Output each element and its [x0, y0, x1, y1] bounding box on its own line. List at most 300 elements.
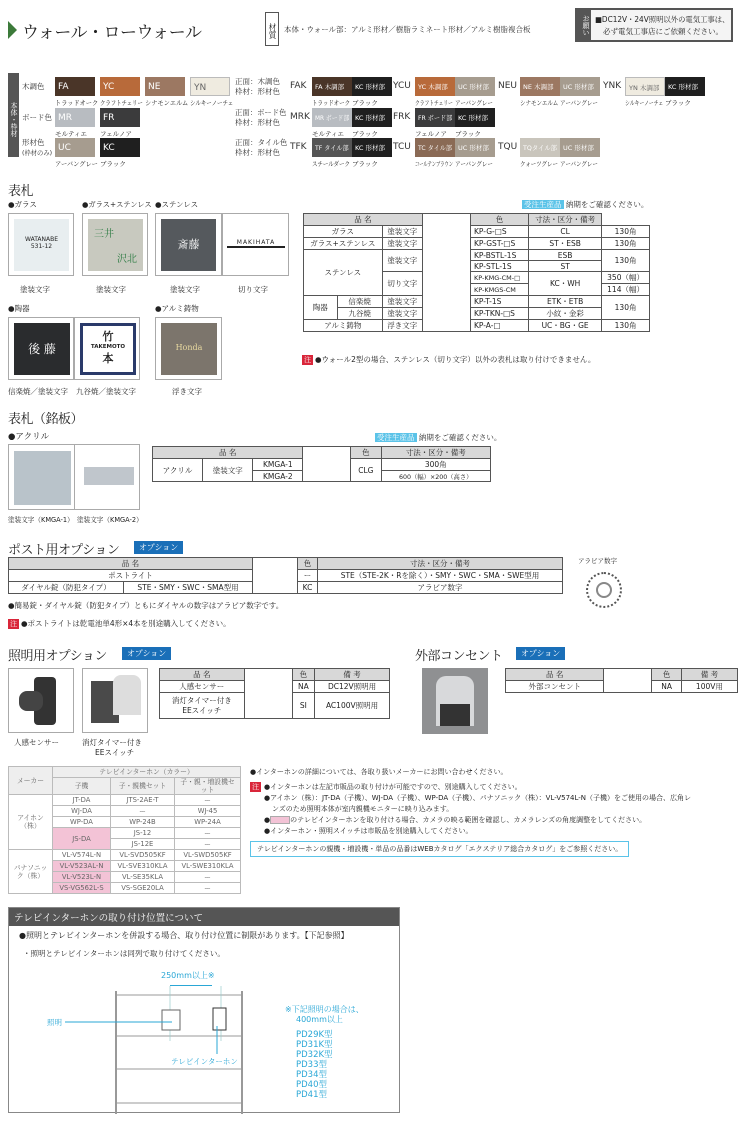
td: 陶器	[304, 296, 338, 320]
table-cell-text: VL-V523L-N	[61, 873, 102, 881]
combo-swatch-a	[520, 138, 560, 157]
th: 品 名	[304, 214, 423, 226]
th: 品 名	[160, 669, 245, 681]
td: ー	[297, 570, 317, 582]
notice-line-2: 必ず電気工事店にご依頼ください。	[603, 27, 723, 36]
td: ステンレス	[304, 250, 383, 296]
row-label-board: ボード色	[22, 113, 52, 122]
intercom-label: テレビインターホン	[171, 1057, 238, 1066]
combo-name-a: コールテンブラウン	[415, 160, 454, 168]
intercom-table	[8, 766, 241, 894]
plate-text: 斎藤	[161, 219, 216, 271]
material-label: 材質	[265, 12, 279, 46]
caption: 塗装文字（KMGA-1）	[8, 516, 74, 524]
combo-name-a: シナモンエルム	[520, 99, 559, 107]
order-tag: 受注生産品	[524, 200, 562, 209]
dial-icon	[586, 572, 622, 608]
combo-swatch-b	[352, 108, 392, 127]
th: 寸法・区分・備考	[381, 447, 490, 459]
table-cell	[175, 817, 241, 828]
maker-cell: アイホン（株）	[9, 795, 53, 850]
swatch-text: KC 形材部	[668, 83, 699, 91]
td: KC・WH	[529, 272, 602, 296]
color-swatch-fa	[55, 77, 95, 96]
catalog-note: テレビインターホンの親機・増設機・単品の品番はWEBカタログ「エクステリア総合カタログ」をご参照ください。	[250, 841, 629, 857]
cat-stainless: ●ステンレス	[155, 200, 199, 209]
combo-code: FRK	[393, 112, 411, 122]
swatch-text: FA 木調部	[315, 83, 345, 91]
th: 子・親機セット	[111, 778, 175, 795]
swatch-code: FR	[103, 113, 115, 123]
combo-name-b: アーバングレー	[560, 160, 598, 168]
combo-swatch-b	[352, 138, 392, 157]
th: 備 考	[681, 669, 737, 681]
row-label-wood: 木調色	[22, 82, 45, 91]
model-name: PD33型	[296, 1060, 327, 1070]
caption: 人感センサー	[14, 738, 59, 747]
position-line-2: ・照明とテレビインターホンは同列で取り付けてください。	[23, 949, 225, 958]
maker-cell: パナソニック（株）	[9, 850, 53, 894]
td: AC100V照明用	[315, 693, 390, 719]
swatch-text: UC 形材部	[458, 144, 489, 152]
outlet-image	[422, 668, 488, 734]
table-cell-text: JT-DA	[72, 796, 91, 804]
plate-text: TAKEMOTO	[90, 344, 126, 350]
combo-name-b: ブラック	[352, 160, 378, 168]
caption: 浮き文字	[172, 387, 202, 396]
table-cell-text: WP-24B	[129, 818, 156, 826]
combo-name-b: ブラック	[455, 130, 481, 138]
swatch-text: KC 形材部	[458, 114, 489, 122]
row-label-profile: 形材色	[22, 138, 45, 147]
td: KP-A-□	[470, 320, 528, 332]
combo-name-a: シルキーノーチェ	[625, 99, 664, 107]
table-cell-text: VL-SWE310KLA	[181, 862, 234, 870]
combo-swatch-a	[312, 77, 352, 96]
color-swatch-uc	[55, 138, 95, 157]
th: 寸法・区分・備考	[529, 214, 602, 226]
table-cell-text: VS-SGE20LA	[121, 884, 164, 892]
color-name: モルティエ	[55, 130, 87, 138]
color-swatch-ne	[145, 77, 185, 96]
table-cell	[111, 817, 175, 828]
combo-name-b: ブラック	[352, 130, 378, 138]
td: 塗装文字	[382, 250, 422, 272]
combo-swatch-b	[560, 138, 600, 157]
caption: EEスイッチ	[95, 748, 135, 757]
table-cell-text: JS-12E	[131, 840, 154, 848]
light-label: 照明	[47, 1018, 62, 1027]
lighting-title: 照明用オプション	[8, 649, 107, 664]
combo-row-label: 正面：木調色	[235, 77, 280, 86]
table-cell-text: VL-SVE310KLA	[117, 862, 168, 870]
caption: 切り文字	[238, 285, 268, 294]
table-row	[9, 850, 241, 861]
td: KP-KMG-CM-□	[470, 272, 528, 284]
swatch-text: KC 形材部	[355, 114, 386, 122]
cat-ceramic: ●陶器	[8, 304, 30, 313]
table-cell-text: WJ-DA	[71, 807, 92, 815]
td: 130角	[602, 250, 650, 272]
table-cell	[53, 861, 111, 872]
model-name: PD31K型	[296, 1040, 333, 1050]
swatch-code: KC	[103, 143, 115, 153]
td: KP-KMGS-CM	[470, 284, 528, 296]
option-badge: オプション	[122, 647, 171, 660]
td: 600（幅）×200（高さ）	[381, 471, 490, 482]
model-name: PD32K型	[296, 1050, 333, 1060]
td: KP-T-1S	[470, 296, 528, 308]
table-cell	[53, 817, 111, 828]
table-cell-text: JS-DA	[72, 834, 91, 843]
table-cell	[175, 839, 241, 850]
cat-glass: ●ガラス	[8, 200, 37, 209]
td: 130角	[602, 226, 650, 238]
table-cell-text: VL-SWD505KF	[183, 851, 232, 859]
combo-code: TCU	[393, 142, 411, 152]
section-arrow-icon	[8, 21, 17, 39]
td: STE・SMY・SWC・SMA型用	[124, 582, 253, 594]
combo-name-a: トラッドオーク	[312, 99, 351, 107]
swatch-code: UC	[58, 143, 71, 153]
table-cell	[175, 872, 241, 883]
table-cell	[111, 872, 175, 883]
combo-swatch-a	[625, 77, 665, 96]
swatch-text: MR ボード部	[315, 114, 350, 122]
dimension-label: 250mm以上※	[161, 971, 215, 980]
caption: 塗装文字（KMGA-2）	[77, 516, 143, 524]
intercom-icon	[213, 1008, 226, 1030]
combo-swatch-a	[415, 77, 455, 96]
combo-code: TQU	[498, 142, 518, 152]
model-name: PD29K型	[296, 1030, 333, 1040]
table-cell	[53, 795, 111, 806]
combo-swatch-a	[415, 108, 455, 127]
th: 色	[292, 669, 314, 681]
td: 350（幅）	[602, 272, 650, 284]
option-badge: オプション	[516, 647, 565, 660]
note-text: ●ウォール2型の場合、ステンレス（切り文字）以外の表札は取り付けできません。	[315, 355, 596, 364]
th: 子機	[53, 778, 111, 795]
table-cell	[111, 806, 175, 817]
plate-text: 後 藤	[14, 323, 70, 375]
table-cell	[111, 850, 175, 861]
combo-swatch-b	[665, 77, 705, 96]
aluminum-plate-image	[155, 317, 222, 380]
page-title: ウォール・ローウォール	[22, 23, 202, 43]
color-name: フェルノア	[100, 130, 132, 138]
wall-diagram	[109, 986, 249, 1114]
td: 九谷焼	[337, 308, 382, 320]
combo-name-b: ブラック	[352, 99, 378, 107]
combo-name-a: フェルノア	[415, 130, 447, 138]
combo-code: MRK	[290, 112, 310, 122]
intercom-note-1: ●インターホンは左記市販品の取り付けが可能ですので、別途購入してください。	[264, 783, 522, 791]
th: 品 名	[9, 558, 253, 570]
table-cell-text: JS-12	[133, 829, 152, 837]
th: 色	[470, 214, 528, 226]
th: 色	[297, 558, 317, 570]
table-cell	[175, 828, 241, 839]
td: KMGA-2	[253, 471, 303, 482]
table-cell	[53, 806, 111, 817]
plate-text: 三井	[94, 229, 114, 240]
td: ガラス+ステンレス	[304, 238, 383, 250]
combo-swatch-b	[352, 77, 392, 96]
swatch-code: YC	[103, 82, 115, 92]
combo-swatch-a	[415, 138, 455, 157]
td: NA	[652, 681, 681, 693]
pink-swatch	[270, 816, 290, 824]
combo-name-b: ブラック	[665, 99, 691, 107]
note-label: 注	[304, 356, 311, 364]
th: 品 名	[506, 669, 604, 681]
td: KP-BSTL-1S	[470, 250, 528, 261]
intercom-note-3: ンズのため照明本体が室内親機モニターに映り込みます。	[272, 805, 454, 813]
table-cell-text: ー	[204, 797, 211, 805]
combo-name-a: スチールダーク	[312, 160, 350, 168]
color-name: シナモンエルム	[145, 99, 189, 107]
caption: 消灯タイマー付き	[82, 738, 142, 747]
hyousatsu-title: 表札	[8, 184, 34, 199]
table-cell	[175, 850, 241, 861]
swatch-text: FR ボード部	[418, 114, 453, 122]
td: アラビア数字	[317, 582, 562, 594]
position-title: テレビインターホンの取り付け位置について	[9, 908, 399, 926]
table-cell	[175, 883, 241, 894]
td: アルミ鋳物	[304, 320, 383, 332]
order-note: 納期をご確認ください。	[565, 200, 649, 209]
remark-1: ※下記照明の場合は、	[285, 1005, 364, 1014]
td: 114（幅）	[602, 284, 650, 296]
td: 130角	[602, 296, 650, 320]
color-name: アーバングレー	[55, 160, 98, 168]
td: 外部コンセント	[506, 681, 604, 693]
td: NA	[292, 681, 314, 693]
color-name: ブラック	[100, 160, 126, 168]
th: 色	[652, 669, 681, 681]
td: KC	[297, 582, 317, 594]
table-cell	[111, 861, 175, 872]
table-cell-text: ー	[204, 830, 211, 838]
note-label: 注	[10, 620, 17, 628]
table-cell-text: ー	[204, 841, 211, 849]
td: ST	[529, 261, 602, 272]
td: KP-GST-□S	[470, 238, 528, 250]
td: ポストライト	[9, 570, 253, 582]
shigaraki-plate-image	[8, 317, 74, 380]
swatch-text: UC 形材部	[458, 83, 489, 91]
model-list	[296, 1030, 333, 1100]
table-cell	[53, 850, 111, 861]
intercom-note-4: のテレビインターホンを取り付ける場合、カメラの映る範囲を確認し、カメラレンズの角度調整をしてください。	[290, 816, 647, 824]
th: テレビインターホン（カラー）	[53, 767, 241, 778]
post-title: ポスト用オプション	[8, 543, 120, 558]
combo-row-label: 枠材：形材色	[235, 87, 280, 96]
plate-text: WATANABE	[24, 236, 59, 243]
caption: 塗装文字	[96, 285, 126, 294]
swatch-text: TQタイル部	[523, 144, 557, 152]
combo-swatch-b	[455, 77, 495, 96]
table-cell-text: ー	[139, 808, 146, 816]
td: KP-TKN-□S	[470, 308, 528, 320]
td: 切り文字	[382, 272, 422, 296]
swatch-code: FA	[58, 82, 69, 92]
option-badge: オプション	[134, 541, 183, 554]
lighting-table	[159, 668, 390, 719]
th: 子・親・増設機セット	[175, 778, 241, 795]
acrylic-plate-image	[8, 444, 140, 510]
order-note: 納期をご確認ください。	[418, 433, 502, 442]
combo-code: NEU	[498, 81, 518, 91]
color-name: クラフトチェリー	[100, 99, 143, 107]
row-label-profile-note: (枠材のみ)	[22, 149, 53, 157]
notice-line-1: ■DC12V・24V照明以外の電気工事は、	[595, 15, 730, 24]
notice-label: お願い	[577, 10, 591, 40]
dial-label: アラビア数字	[578, 557, 617, 565]
td: KMGA-1	[253, 459, 303, 471]
table-cell-text: WJ-45	[197, 807, 218, 815]
note-label: 注	[252, 783, 259, 791]
combo-name-a: モルティエ	[312, 130, 344, 138]
hyousatsu-table	[303, 213, 650, 332]
td: EEスイッチ	[182, 705, 222, 715]
combo-swatch-b	[455, 138, 495, 157]
th: 寸法・区分・備考	[317, 558, 562, 570]
combo-code: YCU	[393, 81, 411, 91]
color-swatch-kc	[100, 138, 140, 157]
td: 塗装文字	[382, 308, 422, 320]
ee-switch-image	[82, 668, 148, 733]
color-swatch-fr	[100, 108, 140, 127]
model-name: PD40型	[296, 1080, 327, 1090]
table-cell-text: WP-DA	[70, 818, 93, 826]
table-row	[9, 795, 241, 806]
model-name: PD34型	[296, 1070, 327, 1080]
td: 信楽焼	[337, 296, 382, 308]
table-cell-text: JTS-2AE-T	[126, 796, 159, 804]
plate-text: Honda	[161, 323, 217, 375]
glass-plate-image	[8, 213, 74, 276]
combo-row-label: 正面：ボード色	[235, 108, 287, 117]
combo-name-b: アーバングレー	[455, 160, 493, 168]
light-icon	[162, 1010, 180, 1030]
color-name: トラッドオーク	[55, 99, 99, 107]
table-cell-text: VL-SVD505KF	[119, 851, 166, 859]
cat-acrylic: ●アクリル	[8, 432, 50, 442]
td: ETK・ETB	[529, 296, 602, 308]
combo-name-b: アーバングレー	[560, 99, 598, 107]
combo-name-a: クラフトチェリー	[415, 99, 453, 107]
td: 塗装文字	[382, 226, 422, 238]
glass-stainless-plate-image	[82, 213, 148, 276]
table-cell	[175, 806, 241, 817]
caption: 塗装文字	[170, 285, 200, 294]
table-cell	[111, 883, 175, 894]
post-table	[8, 557, 563, 594]
order-tag: 受注生産品	[377, 433, 415, 442]
swatch-text: TF タイル部	[315, 144, 349, 152]
th: 備 考	[315, 669, 390, 681]
table-cell	[175, 861, 241, 872]
caption: 信楽焼／塗装文字	[8, 387, 68, 396]
cut-letter-plate-image	[222, 213, 289, 276]
td: 130角	[602, 320, 650, 332]
combo-code: YNK	[603, 81, 622, 91]
swatch-code: YN	[194, 83, 207, 93]
table-cell-text: VL-SE35KLA	[121, 873, 164, 881]
td: SI	[292, 693, 314, 719]
table-cell	[111, 828, 175, 839]
meiban-table	[152, 446, 491, 482]
table-cell	[111, 839, 175, 850]
swatch-text: YC 木調部	[418, 83, 448, 91]
table-cell	[175, 795, 241, 806]
position-line-1: ●照明とテレビインターホンを併設する場合、取り付け位置に制限があります。【下記参照】	[19, 931, 349, 940]
swatch-text: YN 木調部	[629, 84, 660, 92]
plate-text: 531-12	[30, 243, 53, 250]
cat-glass-stainless: ●ガラス+ステンレス	[82, 200, 152, 209]
swatch-text: UC 形材部	[563, 83, 594, 91]
combo-swatch-a	[520, 77, 560, 96]
swatch-text: UC 形材部	[563, 144, 594, 152]
td: 塗装文字	[203, 459, 253, 482]
post-note-1: ●簡易錠・ダイヤル錠（防犯タイプ）ともにダイヤルの数字はアラビア数字です。	[8, 601, 284, 610]
color-swatch-mr	[55, 108, 95, 127]
outlet-title: 外部コンセント	[415, 649, 503, 664]
intercom-note-2: ●アイホン（株）：JT-DA（子機）、WJ-DA（子機）、WP-DA（子機）、パナソニック（株）：VL-V574L-N（子機）をご使用の場合、広角レ	[264, 794, 692, 802]
combo-row-label: 枠材：形材色	[235, 148, 280, 157]
combo-name-a: クォーツグレー	[520, 160, 558, 168]
combo-swatch-b	[560, 77, 600, 96]
td: DC12V照明用	[315, 681, 390, 693]
combo-swatch-a	[312, 138, 352, 157]
td: ESB	[529, 250, 602, 261]
td: KP-G-□S	[470, 226, 528, 238]
td: 塗装文字	[382, 238, 422, 250]
color-name: シルキーノーチェ	[190, 99, 234, 107]
swatch-text: KC 形材部	[355, 83, 386, 91]
plate-text: 竹	[102, 330, 114, 343]
combo-swatch-a	[312, 108, 352, 127]
table-cell-text: VS-VG562L-S	[59, 884, 104, 892]
note-text: ●ポストライトは乾電池単4形×4本を別途購入してください。	[21, 619, 231, 628]
material-text: 本体・ウォール部：アルミ形材／樹脂ラミネート形材／アルミ樹脂複合板	[284, 25, 531, 34]
td: ガラス	[304, 226, 383, 238]
combo-code: FAK	[290, 81, 307, 91]
th: メーカー	[9, 767, 53, 795]
remark-2: 400mm以上	[296, 1015, 343, 1024]
color-swatch-yn	[190, 77, 230, 96]
td: UC・BG・GE	[529, 320, 602, 332]
td: 100V用	[681, 681, 737, 693]
intercom-note-0: ●インターホンの詳細については、各取り扱いメーカーにお問い合わせください。	[250, 768, 508, 776]
table-cell-text: VL-V574L-N	[61, 851, 102, 859]
table-cell-text: ー	[204, 874, 211, 882]
plate-text: 沢北	[117, 254, 137, 265]
intercom-note-5: ●インターホン・照明スイッチは市販品を別途購入してください。	[264, 827, 473, 835]
combo-row-label: 枠材：形材色	[235, 118, 280, 127]
combo-code: TFK	[290, 142, 307, 152]
th: 品 名	[153, 447, 303, 459]
td: 浮き文字	[382, 320, 422, 332]
swatch-text: KC 形材部	[355, 144, 386, 152]
table-cell-text: ー	[204, 885, 211, 893]
table-cell	[111, 795, 175, 806]
stainless-plate-image	[155, 213, 222, 276]
td: アクリル	[153, 459, 203, 482]
td: STE（STE-2K・Rを除く）・SMY・SWC・SMA・SWE型用	[317, 570, 562, 582]
